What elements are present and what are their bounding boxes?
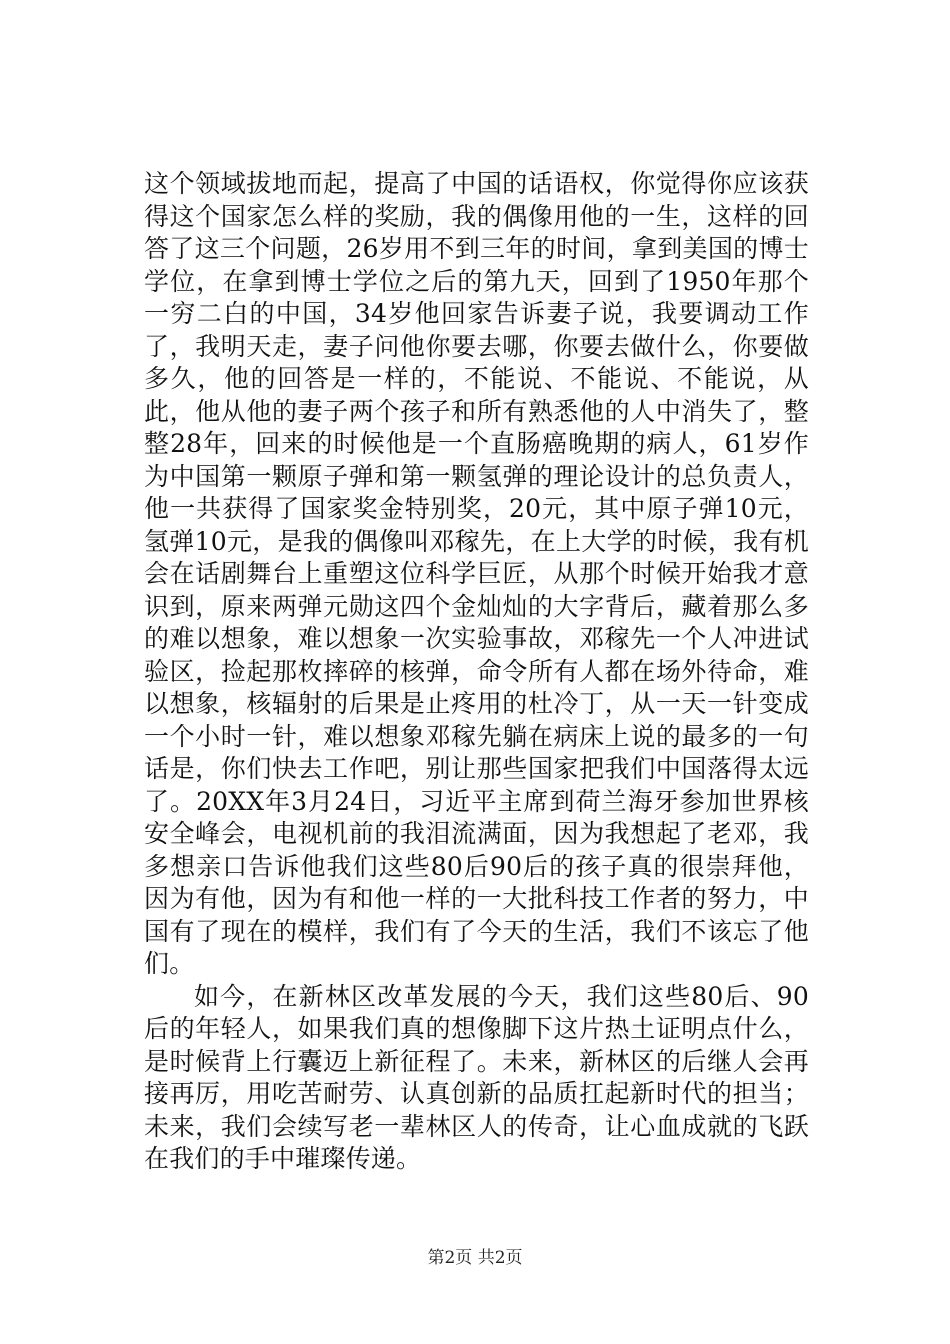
- paragraph-continuation: 这个领域拔地而起，提高了中国的话语权，你觉得你应该获得这个国家怎么样的奖励，我的偶像用他的一生，这样的回答了这三个问题，26岁用不到三年的时间，拿到美国的博士学位，在拿到博士学位之后的第九天，回到了1950年那个一穷二白的中国，34岁他回家告诉妻子说，我要调动工作了，我明天走，妻子问他你要去哪，你要去做什么，你要做多久，他的回答是一样的，不能说、不能说、不能说，从此，他从他的妻子两个孩子和所有熟悉他的人中消失了，整整28年，回来的时候他是一个直肠癌晚期的病人，61岁作为中国第一颗原子弹和第一颗氢弹的理论设计的总负责人，他一共获得了国家奖金特别奖，20元，其中原子弹10元，氢弹10元，是我的偶像叫邓稼先，在上大学的时候，我有机会在话剧舞台上重塑这位科学巨匠，从那个时候开始我才意识到，原来两弹元勋这四个金灿灿的大字背后，藏着那么多的难以想象，难以想象一次实验事故，邓稼先一个人冲进试验区，捡起那枚摔碎的核弹，命令所有人都在场外待命，难以想象，核辐射的后果是止疼用的杜冷丁，从一天一针变成一个小时一针，难以想象邓稼先躺在病床上说的最多的一句话是，你们快去工作吧，别让那些国家把我们中国落得太远了。20XX年3月24日，习近平主席到荷兰海牙参加世界核安全峰会，电视机前的我泪流满面，因为我想起了老邓，我多想亲口告诉他我们这些80后90后的孩子真的很崇拜他，因为有他，因为有和他一样的一大批科技工作者的努力，中国有了现在的模样，我们有了今天的生活，我们不该忘了他们。: [144, 169, 809, 978]
- page-footer: 第2页 共2页: [427, 1248, 523, 1268]
- paragraph-closing: 如今，在新林区改革发展的今天，我们这些80后、90后的年轻人，如果我们真的想像脚下这片热土证明点什么，是时候背上行囊迈上新征程了。未来，新林区的后继人会再接再厉，用吃苦耐劳、认真创新的品质扛起新时代的担当；未来，我们会续写老一辈林区人的传奇，让心血成就的飞跃在我们的手中璀璨传递。: [144, 981, 809, 1173]
- document-body: [144, 168, 809, 1176]
